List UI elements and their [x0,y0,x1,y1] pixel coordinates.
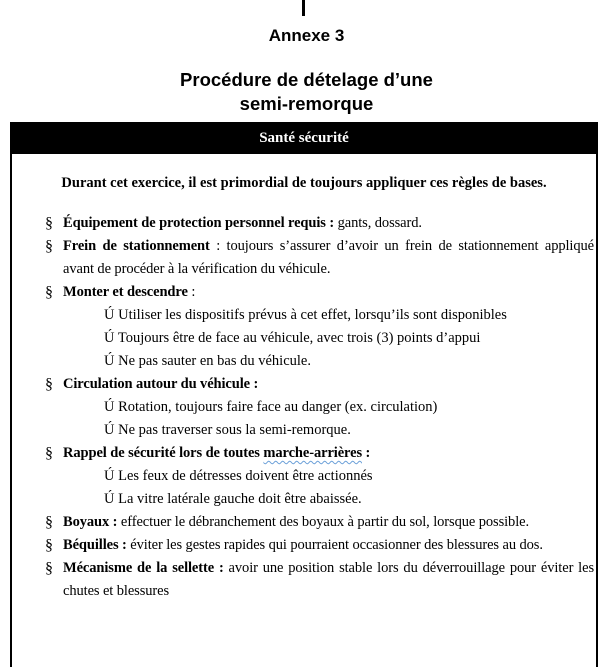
rule-text [12,534,596,557]
rule-item [12,442,596,511]
rule-label: Boyaux : [63,514,118,530]
section-marker-icon: § [45,215,53,232]
rules-list [12,212,596,603]
rule-sub-bullet: Ú Utiliser les dispositifs prévus à cet effet, lorsqu’ils sont disponibles [104,307,507,323]
arrow-bullet-icon: Ú [104,399,115,415]
section-marker-icon: § [45,560,53,577]
safety-rules-box [10,122,598,667]
rule-sub-bullet: Ú Les feux de détresses doivent être actionnés [104,468,373,484]
rule-label: Monter et descendre [63,284,188,300]
rule-text [12,373,596,396]
section-marker-icon: § [45,284,53,301]
arrow-bullet-icon: Ú [104,491,115,507]
safety-box-body [12,154,596,603]
rule-sub-bullet: Ú Toujours être de face au véhicule, avec trois (3) points d’appui [104,330,481,346]
arrow-bullet-icon: Ú [104,422,115,438]
rule-text [12,212,596,235]
rule-label-suffix: : [362,445,371,461]
rule-text [12,442,596,465]
rule-text [12,511,596,534]
rule-body-text: effectuer le débranchement des boyaux à partir du sol, lorsque possible. [117,514,529,530]
arrow-bullet-icon: Ú [104,307,115,323]
rule-body-text: éviter les gestes rapides qui pourraient occasionner des blessures au dos. [126,537,543,553]
arrow-bullet-icon: Ú [104,330,115,346]
rule-sub-bullet: Ú Ne pas sauter en bas du véhicule. [104,353,311,369]
document-title [0,68,613,116]
rule-item [12,212,596,235]
section-marker-icon: § [45,514,53,531]
rule-label: Rappel de sécurité lors de toutes [63,445,264,461]
rule-body-text: gants, dossard. [334,215,422,231]
rule-item [12,511,596,534]
arrow-bullet-icon: Ú [104,468,115,484]
section-marker-icon: § [45,238,53,255]
rule-sub-bullet: Ú Ne pas traverser sous la semi-remorque. [104,422,351,438]
rule-label: Béquilles : [63,537,127,553]
rule-item [12,235,596,281]
safety-box-header: Santé sécurité [12,122,596,154]
rule-label: Équipement de protection personnel requis : [63,215,335,231]
rule-text [12,235,596,281]
rule-body-text: : [187,284,196,300]
section-marker-icon: § [45,376,53,393]
rule-text [12,557,596,603]
rule-body-text: : toujours s’assurer d’avoir un frein de stationnement appliqué avant de procéder à la vérification du véhicule. [63,238,594,277]
section-marker-icon: § [45,537,53,554]
rule-label: Frein de stationnement [63,238,210,254]
rule-label: Mécanisme de la sellette : [63,560,224,576]
page-anchor-line [302,0,305,16]
rule-item [12,373,596,442]
rule-sub-bullet: Ú La vitre latérale gauche doit être abaissée. [104,491,362,507]
rule-item [12,534,596,557]
arrow-bullet-icon: Ú [104,353,115,369]
intro-statement: Durant cet exercice, il est primordial de toujours appliquer ces règles de bases. [61,175,547,191]
rule-body-text: avoir une position stable lors du déverrouillage pour éviter les chutes et blessures [63,560,594,599]
spellcheck-underlined-word: marche-arrières [263,445,362,461]
annex-title: Annexe 3 [268,26,345,45]
rule-text [12,281,596,304]
document-title-line2: semi-remorque [239,93,374,114]
rule-item [12,281,596,373]
rule-label: Circulation autour du véhicule : [63,376,259,392]
section-marker-icon: § [45,445,53,462]
rule-sub-bullet: Ú Rotation, toujours faire face au danger (ex. circulation) [104,399,438,415]
rule-item [12,557,596,603]
document-title-line1: Procédure de dételage d’une [180,69,433,90]
